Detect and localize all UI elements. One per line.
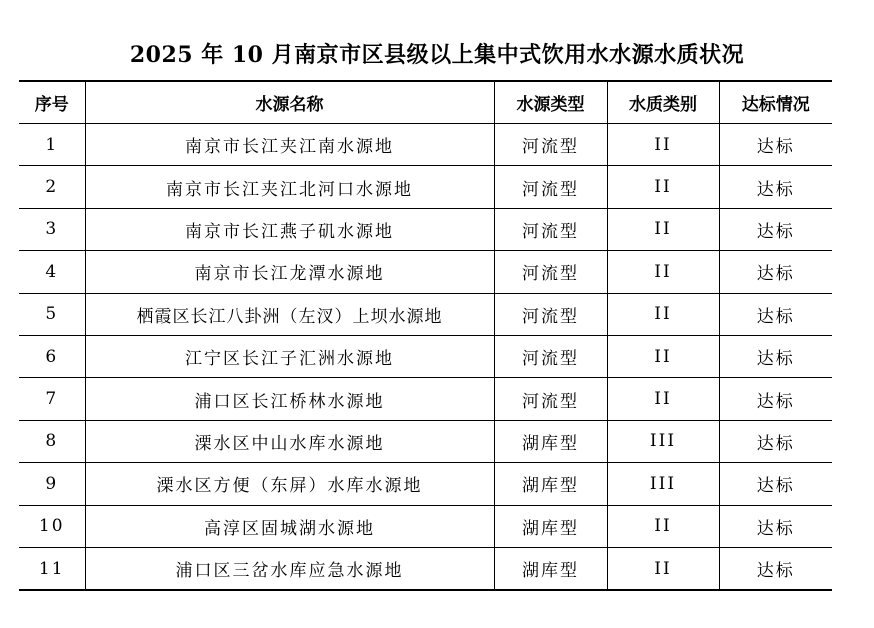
document-title: 2025 年 10 月南京市区县级以上集中式饮用水水源水质状况 <box>129 42 745 68</box>
cell-status: 达标 <box>719 420 832 462</box>
cell-type: 河流型 <box>494 166 607 208</box>
cell-status: 达标 <box>719 208 832 250</box>
table-row <box>19 293 832 335</box>
cell-grade: III <box>607 420 719 462</box>
cell-status: 达标 <box>719 166 832 208</box>
cell-name: 浦口区长江桥林水源地 <box>85 378 494 420</box>
cell-status: 达标 <box>719 505 832 547</box>
cell-status: 达标 <box>719 251 832 293</box>
cell-name: 南京市长江燕子矶水源地 <box>85 208 494 250</box>
cell-status: 达标 <box>719 378 832 420</box>
cell-index: 6 <box>19 335 85 377</box>
cell-name: 南京市长江夹江南水源地 <box>85 124 494 166</box>
table-row <box>19 251 832 293</box>
cell-name: 浦口区三岔水库应急水源地 <box>85 547 494 590</box>
cell-type: 河流型 <box>494 124 607 166</box>
header-grade: 水质类别 <box>607 81 719 124</box>
cell-type: 湖库型 <box>494 505 607 547</box>
table-row <box>19 335 832 377</box>
cell-type: 湖库型 <box>494 547 607 590</box>
cell-index: 7 <box>19 378 85 420</box>
cell-grade: III <box>607 463 719 505</box>
table-row <box>19 378 832 420</box>
cell-grade: II <box>607 251 719 293</box>
cell-index: 9 <box>19 463 85 505</box>
cell-name: 栖霞区长江八卦洲（左汊）上坝水源地 <box>85 293 494 335</box>
cell-name: 南京市长江龙潭水源地 <box>85 251 494 293</box>
table-row <box>19 420 832 462</box>
table-row <box>19 547 832 590</box>
cell-grade: II <box>607 208 719 250</box>
cell-type: 湖库型 <box>494 463 607 505</box>
header-index: 序号 <box>19 81 85 124</box>
water-quality-table <box>19 80 832 591</box>
cell-index: 8 <box>19 420 85 462</box>
cell-index: 1 <box>19 124 85 166</box>
table-row <box>19 208 832 250</box>
cell-index: 10 <box>19 505 85 547</box>
cell-name: 江宁区长江子汇洲水源地 <box>85 335 494 377</box>
cell-status: 达标 <box>719 335 832 377</box>
cell-index: 3 <box>19 208 85 250</box>
header-type: 水源类型 <box>494 81 607 124</box>
cell-grade: II <box>607 547 719 590</box>
cell-grade: II <box>607 293 719 335</box>
cell-status: 达标 <box>719 124 832 166</box>
table-row <box>19 166 832 208</box>
cell-grade: II <box>607 124 719 166</box>
table-row <box>19 505 832 547</box>
cell-type: 湖库型 <box>494 420 607 462</box>
table-row <box>19 463 832 505</box>
cell-name: 高淳区固城湖水源地 <box>85 505 494 547</box>
cell-grade: II <box>607 505 719 547</box>
cell-status: 达标 <box>719 293 832 335</box>
cell-type: 河流型 <box>494 293 607 335</box>
cell-grade: II <box>607 378 719 420</box>
cell-index: 2 <box>19 166 85 208</box>
cell-name: 溧水区方便（东屏）水库水源地 <box>85 463 494 505</box>
cell-grade: II <box>607 166 719 208</box>
cell-type: 河流型 <box>494 378 607 420</box>
cell-status: 达标 <box>719 463 832 505</box>
cell-type: 河流型 <box>494 251 607 293</box>
cell-index: 5 <box>19 293 85 335</box>
cell-index: 11 <box>19 547 85 590</box>
cell-name: 溧水区中山水库水源地 <box>85 420 494 462</box>
cell-name: 南京市长江夹江北河口水源地 <box>85 166 494 208</box>
table-row <box>19 124 832 166</box>
cell-index: 4 <box>19 251 85 293</box>
cell-status: 达标 <box>719 547 832 590</box>
cell-grade: II <box>607 335 719 377</box>
cell-type: 河流型 <box>494 335 607 377</box>
table-header-row <box>19 81 832 124</box>
header-name: 水源名称 <box>85 81 494 124</box>
header-status: 达标情况 <box>719 81 832 124</box>
cell-type: 河流型 <box>494 208 607 250</box>
